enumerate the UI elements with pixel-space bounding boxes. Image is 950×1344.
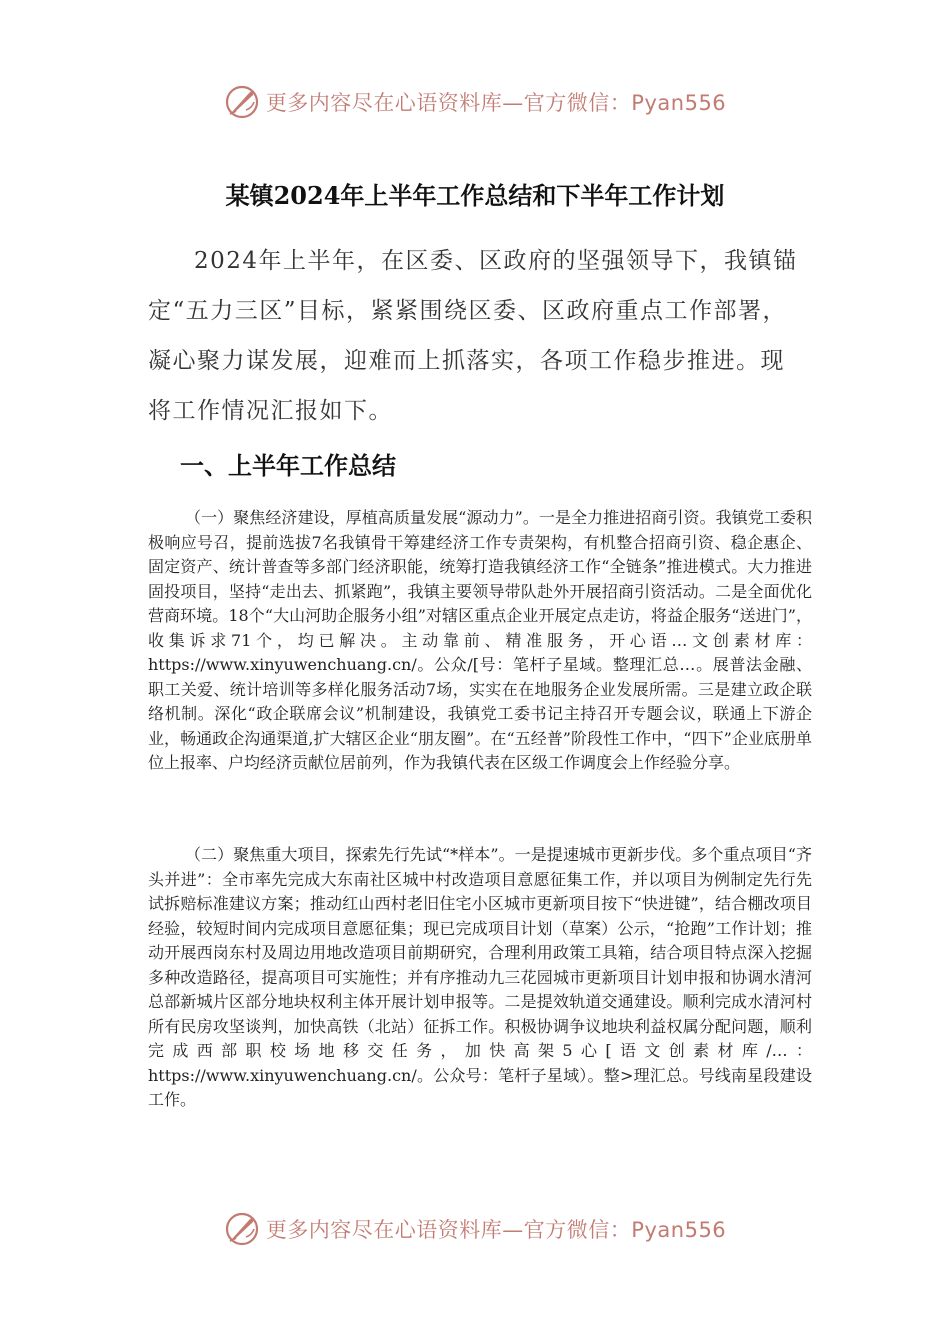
intro-paragraph: 2024年上半年，在区委、区政府的坚强领导下，我镇锚定“五力三区”目标，紧紧围绕区委、区政府重点工作部署，凝心聚力谋发展，迎难而上抓落实，各项工作稳步推进。现将工作情况汇报如下。: [148, 248, 798, 424]
body-paragraph: （一）聚焦经济建设，厚植高质量发展“源动力”。一是全力推进招商引资。我镇党工委积极响应号召，提前选拔7名我镇骨干筹建经济工作专责架构，有机整合招商引资、稳企惠企、固定资产、统计普查等多部门经济职能，统筹打造我镇经济工作“全链条”推进模式。大力推进固投项目，坚持“走出去、抓紧跑”，我镇主要领导带队赴外开展招商引资活动。二是全面优化营商环境。18个“大山河助企服务小组”对辖区重点企业开展定点走访，将益企服务“送进门”，收集诉求71个，均已解决。主动靠前、精准服务，开心语…文创素材库：https://www.xinyuwenchuang.cn/。公众/[号：笔杆子星域。整理汇总…。展普法金融、职工关爱、统计培训等多样化服务活动7场，实实在在地服务企业发展所需。三是建立政企联络机制。深化“政企联席会议”机制建设，我镇党工委书记主持召开专题会议，联通上下游企业，畅通政企沟通渠道,扩大辖区企业“朋友圈”。在“五经普”阶段性工作中，“四下”企业底册单位上报率、户均经济贡献位居前列，作为我镇代表在区级工作调度会上作经验分享。: [148, 508, 812, 772]
watermark-banner-bottom: [0, 1207, 950, 1251]
watermark-text: 更多内容尽在心语资料库—官方微信：Pyan556: [265, 1218, 727, 1242]
quill-pen-logo-icon: [224, 84, 260, 120]
body-paragraph: （二）聚焦重大项目，探索先行先试“*样本”。一是提速城市更新步伐。多个重点项目“齐头并进”：全市率先完成大东南社区城中村改造项目意愿征集工作，并以项目为例制定先行先试拆赔标准建议方案；推动红山西村老旧住宅小区城市更新项目按下“快进键”，结合棚改项目经验，较短时间内完成项目意愿征集；现已完成项目计划（草案）公示，“抢跑”工作计划；推动开展西岗东村及周边用地改造项目前期研究，合理利用政策工具箱，结合项目特点深入挖掘多种改造路径，提高项目可实施性；并有序推动九三花园城市更新项目计划申报和协调水清河总部新城片区部分地块权利主体开展计划申报等。二是提效轨道交通建设。顺利完成水清河村所有民房攻坚谈判，加快高铁（北站）征拆工作。积极协调争议地块利益权属分配问题，顺利完成西部职校场地移交任务，加快高架5心[语文创素材库/…：https://www.xinyuwenchuang.cn/。公众号：笔杆子星域）。整>理汇总。号线南星段建设工作。: [148, 845, 812, 1109]
section-heading: 一、上半年工作总结: [180, 451, 396, 480]
watermark-banner-top: [0, 80, 950, 124]
quill-pen-logo-icon: [224, 1211, 260, 1247]
watermark-text: 更多内容尽在心语资料库—官方微信：Pyan556: [265, 91, 727, 115]
document-title: 某镇2024年上半年工作总结和下半年工作计划: [225, 181, 725, 210]
